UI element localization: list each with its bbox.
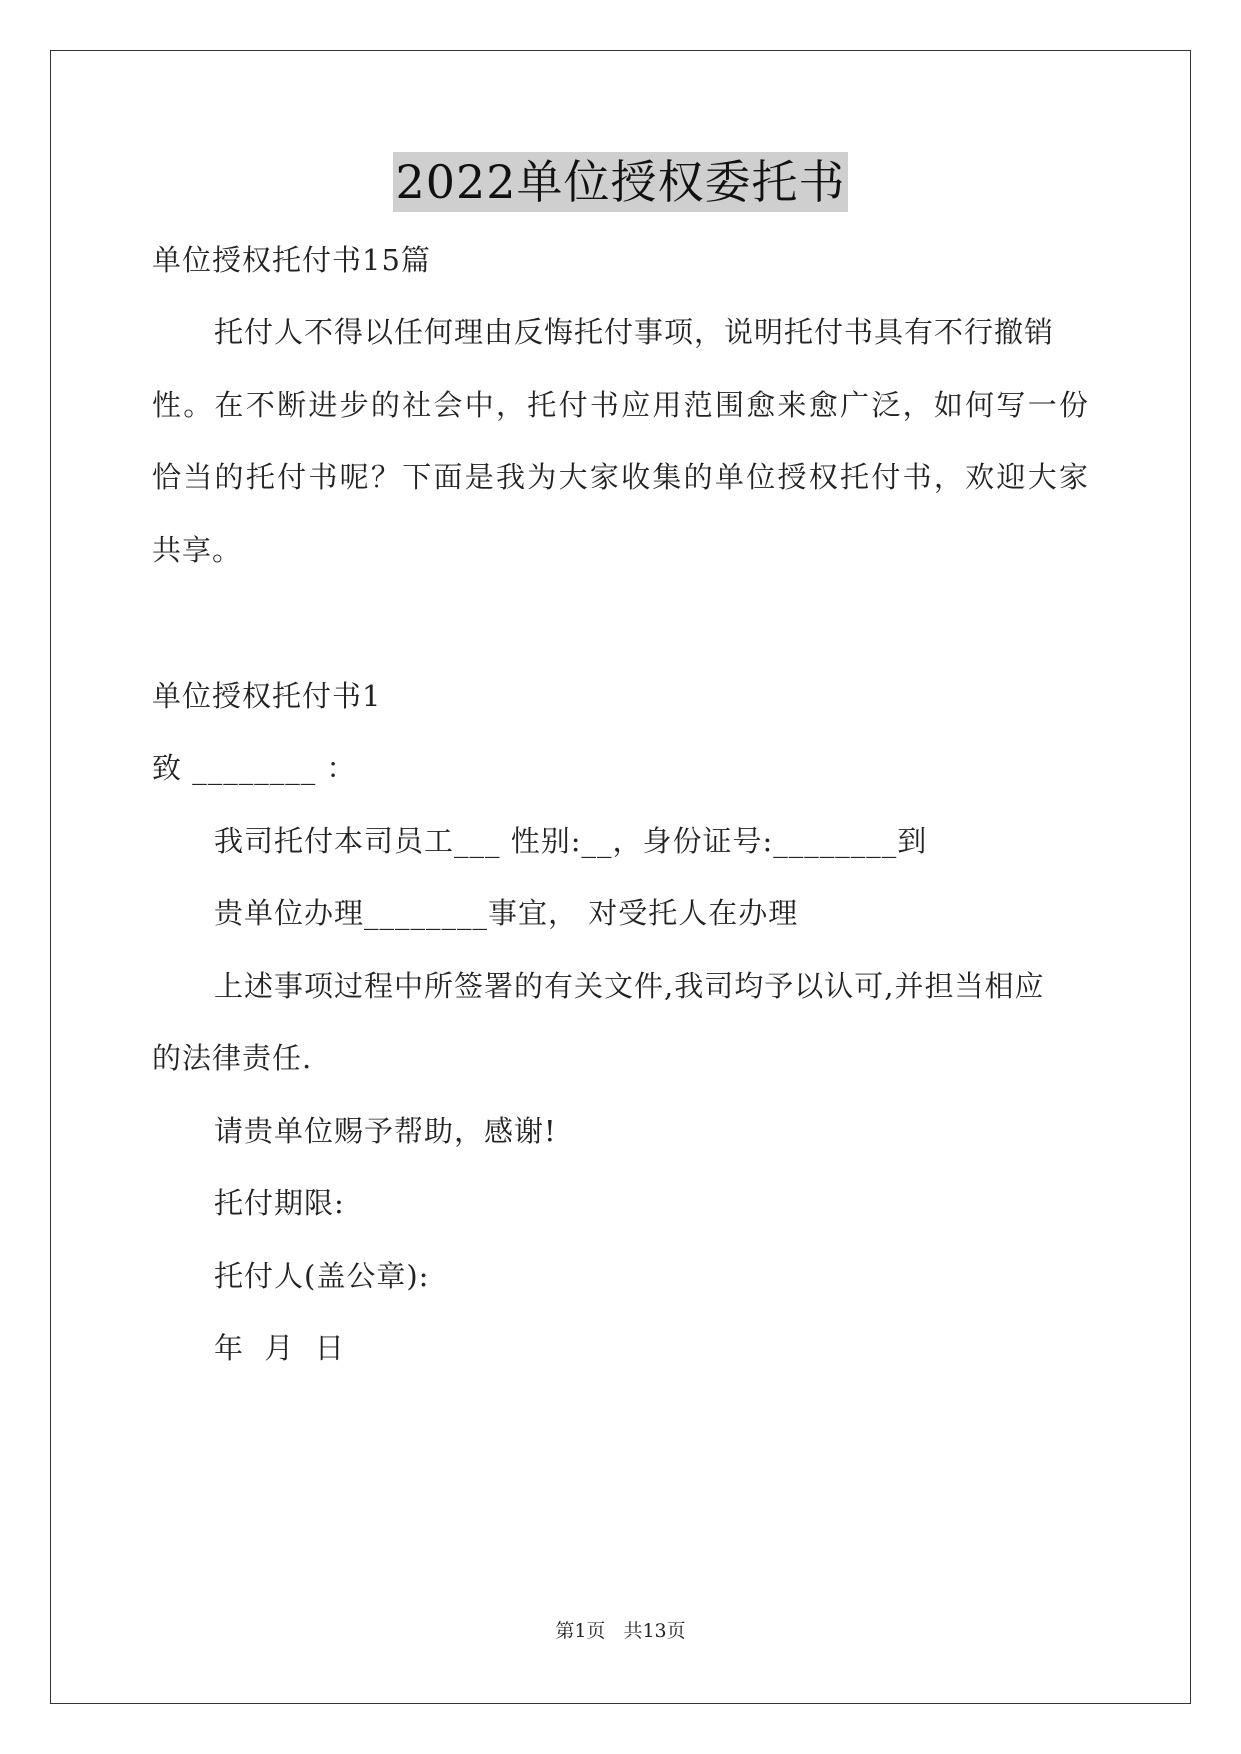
page-footer	[0, 1616, 1241, 1643]
intro-line-3: 恰当的托付书呢？下面是我为大家收集的单位授权托付书，欢迎大家	[152, 460, 1089, 494]
date-label: 年 月 日	[214, 1331, 345, 1365]
body-line-3: 上述事项过程中所签署的有关文件,我司均予以认可,并担当相应	[214, 969, 1045, 1003]
document-subtitle: 单位授权托付书15篇	[152, 243, 431, 277]
body-line-4: 请贵单位赐予帮助，感谢!	[214, 1114, 557, 1148]
document-title: 2022单位授权委托书	[393, 152, 847, 212]
section-heading: 单位授权托付书1	[152, 679, 382, 713]
term-label: 托付期限:	[214, 1186, 345, 1220]
body-line-3-cont: 的法律责任.	[152, 1041, 313, 1075]
page-border	[50, 50, 1191, 1704]
intro-line-4: 共享。	[152, 533, 243, 567]
intro-line-1: 托付人不得以任何理由反悔托付事项，说明托付书具有不行撤销	[214, 315, 1055, 349]
title-wrap	[0, 152, 1241, 212]
page-number: 第1页	[555, 1620, 606, 1642]
body-line-2: 贵单位办理________事宜， 对受托人在办理	[214, 896, 799, 930]
intro-line-2: 性。在不断进步的社会中，托付书应用范围愈来愈广泛，如何写一份	[152, 388, 1089, 422]
addressee-line: 致 ________ ：	[152, 751, 357, 785]
page-total: 共13页	[623, 1620, 686, 1642]
principal-label: 托付人(盖公章):	[214, 1259, 430, 1293]
body-line-1: 我司托付本司员工___ 性别:__，身份证号:________到	[214, 824, 928, 858]
